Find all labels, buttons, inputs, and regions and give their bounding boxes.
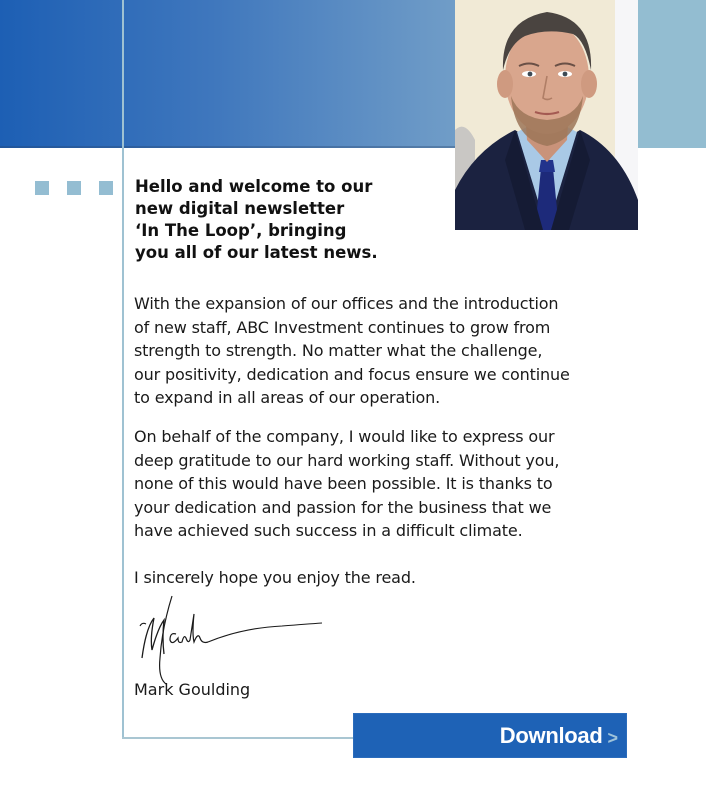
intro-line: ‘In The Loop’, bringing bbox=[135, 221, 347, 240]
handwritten-signature bbox=[132, 588, 332, 688]
intro-line: you all of our latest news. bbox=[135, 243, 378, 262]
vertical-divider bbox=[122, 0, 124, 739]
paragraph-line: your dedication and passion for the business that we bbox=[134, 497, 552, 517]
signer-name: Mark Goulding bbox=[134, 680, 251, 699]
paragraph-line: On behalf of the company, I would like to express our bbox=[134, 427, 555, 446]
paragraph-closing bbox=[134, 566, 674, 590]
intro-heading bbox=[135, 176, 445, 264]
paragraph-line: of new staff, ABC Investment continues to grow from bbox=[134, 317, 551, 337]
intro-line: new digital newsletter bbox=[135, 199, 345, 218]
signature-icon bbox=[132, 588, 332, 688]
portrait-illustration bbox=[455, 0, 638, 230]
decorative-bullets bbox=[35, 181, 113, 195]
paragraph-line: to expand in all areas of our operation. bbox=[134, 388, 441, 407]
paragraph-line: With the expansion of our offices and the introduction bbox=[134, 294, 559, 313]
paragraph-line: deep gratitude to our hard working staff. Without you, bbox=[134, 450, 560, 470]
square-bullet-icon bbox=[35, 181, 49, 195]
paragraph-line: I sincerely hope you enjoy the read. bbox=[134, 568, 416, 587]
header-accent-block bbox=[638, 0, 706, 148]
paragraph-expansion bbox=[134, 292, 674, 410]
square-bullet-icon bbox=[67, 181, 81, 195]
intro-line: Hello and welcome to our bbox=[135, 177, 373, 196]
paragraph-line: our positivity, dedication and focus ensure we continue bbox=[134, 364, 570, 384]
download-label: Download bbox=[499, 722, 603, 748]
chevron-right-icon: > bbox=[607, 728, 618, 748]
horizontal-divider bbox=[122, 737, 354, 739]
paragraph-gratitude bbox=[134, 425, 674, 543]
paragraph-line: have achieved such success in a difficult climate. bbox=[134, 521, 523, 540]
square-bullet-icon bbox=[99, 181, 113, 195]
author-photo bbox=[455, 0, 638, 230]
download-button[interactable] bbox=[353, 713, 627, 758]
paragraph-line: none of this would have been possible. It is thanks to bbox=[134, 474, 553, 493]
paragraph-line: strength to strength. No matter what the challenge, bbox=[134, 341, 543, 360]
